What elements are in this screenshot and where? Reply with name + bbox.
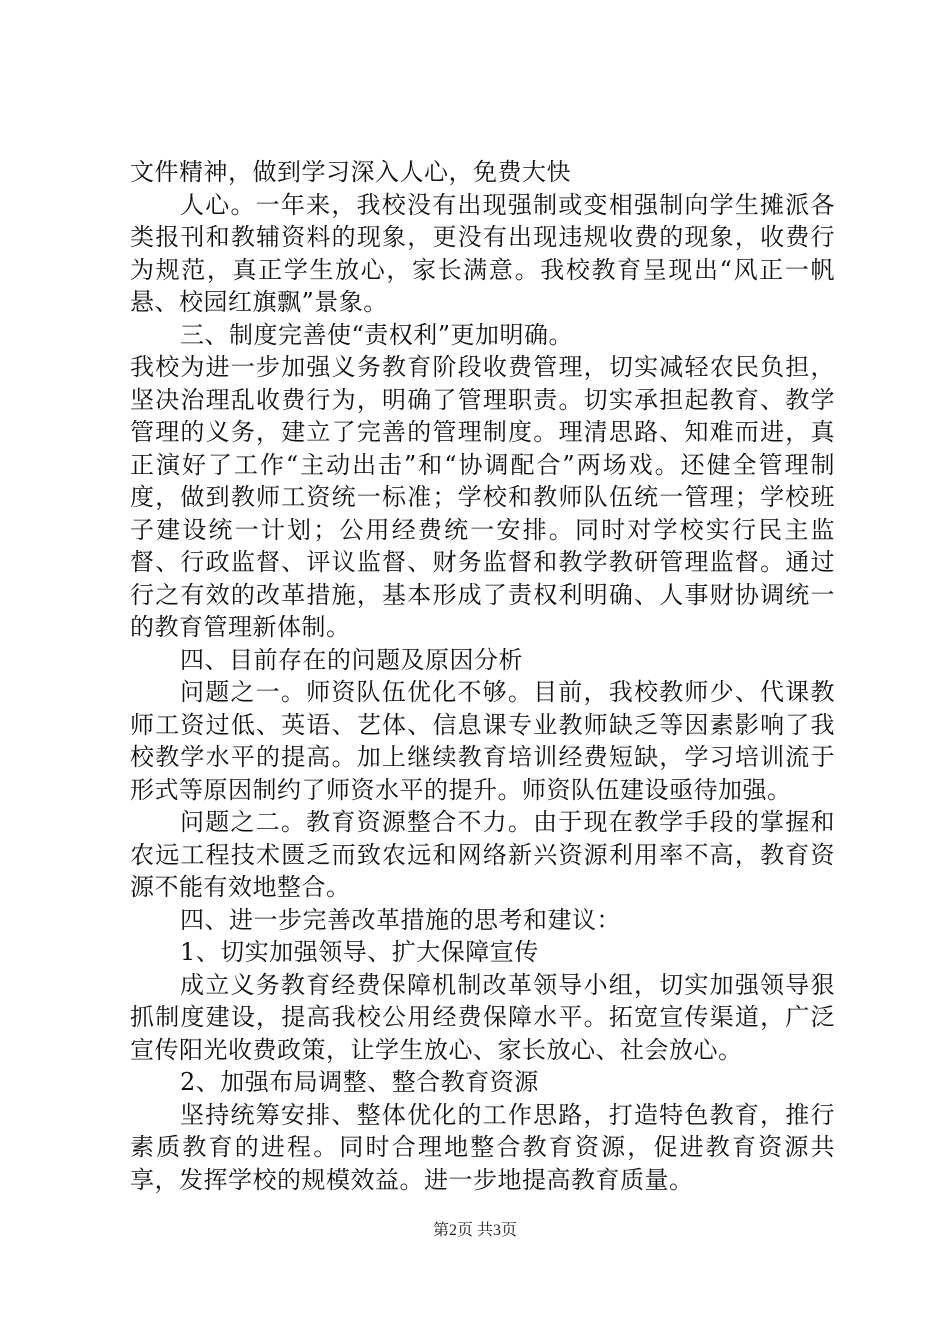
paragraph: 文件精神，做到学习深入人心，免费大快 <box>130 158 571 186</box>
page-footer: 第2页 共3页 <box>432 1222 517 1239</box>
paragraph: 坚持统筹安排、整体优化的工作思路，打造特色教育，推行素质教育的进程。同时合理地整合教育资源，促进教育资源共享，发挥学校的规模效益。进一步地提高教育质量。 <box>130 1100 835 1194</box>
paragraph: 1、切实加强领导、扩大保障宣传 <box>180 938 539 966</box>
paragraph: 我校为进一步加强义务教育阶段收费管理，切实减轻农民负担，坚决治理乱收费行为，明确了管理职责。切实承担起教育、教学管理的义务，建立了完善的管理制度。理清思路、知难而进，真正演好了工作“主动出击”和“协调配合”两场戏。还健全管理制度，做到教师工资统一标准；学校和教师队伍统一管理；学校班子建设统一计划；公用经费统一安排。同时对学校实行民主监督、行政监督、评议监督、财务监督和教学教研管理监督。通过行之有效的改革措施，基本形成了责权利明确、人事财协调统一的教育管理新体制。 <box>130 353 835 641</box>
document-body <box>130 156 835 1196</box>
paragraph: 问题之二。教育资源整合不力。由于现在教学手段的掌握和农远工程技术匮乏而致农远和网络新兴资源利用率不高，教育资源不能有效地整合。 <box>130 808 835 901</box>
paragraph: 人心。一年来，我校没有出现强制或变相强制向学生摊派各类报刊和教辅资料的现象，更没有出现违规收费的现象，收费行为规范，真正学生放心，家长满意。我校教育呈现出“风正一帆悬、校园红旗飘”景象。 <box>130 190 835 316</box>
paragraph: 2、加强布局调整、整合教育资源 <box>180 1068 539 1096</box>
paragraph: 成立义务教育经费保障机制改革领导小组，切实加强领导狠抓制度建设，提高我校公用经费保障水平。拓宽宣传渠道，广泛宣传阳光收费政策，让学生放心、家长放心、社会放心。 <box>130 970 835 1064</box>
paragraph: 四、目前存在的问题及原因分析 <box>180 645 523 674</box>
paragraph: 四、进一步完善改革措施的思考和建议： <box>180 905 621 934</box>
paragraph: 问题之一。师资队伍优化不够。目前，我校教师少、代课教师工资过低、英语、艺体、信息课专业教师缺乏等因素影响了我校教学水平的提高。加上继续教育培训经费短缺，学习培训流于形式等原因制约了师资水平的提升。师资队伍建设亟待加强。 <box>130 678 835 804</box>
paragraph: 三、制度完善使“责权利”更加明确。 <box>180 320 574 349</box>
